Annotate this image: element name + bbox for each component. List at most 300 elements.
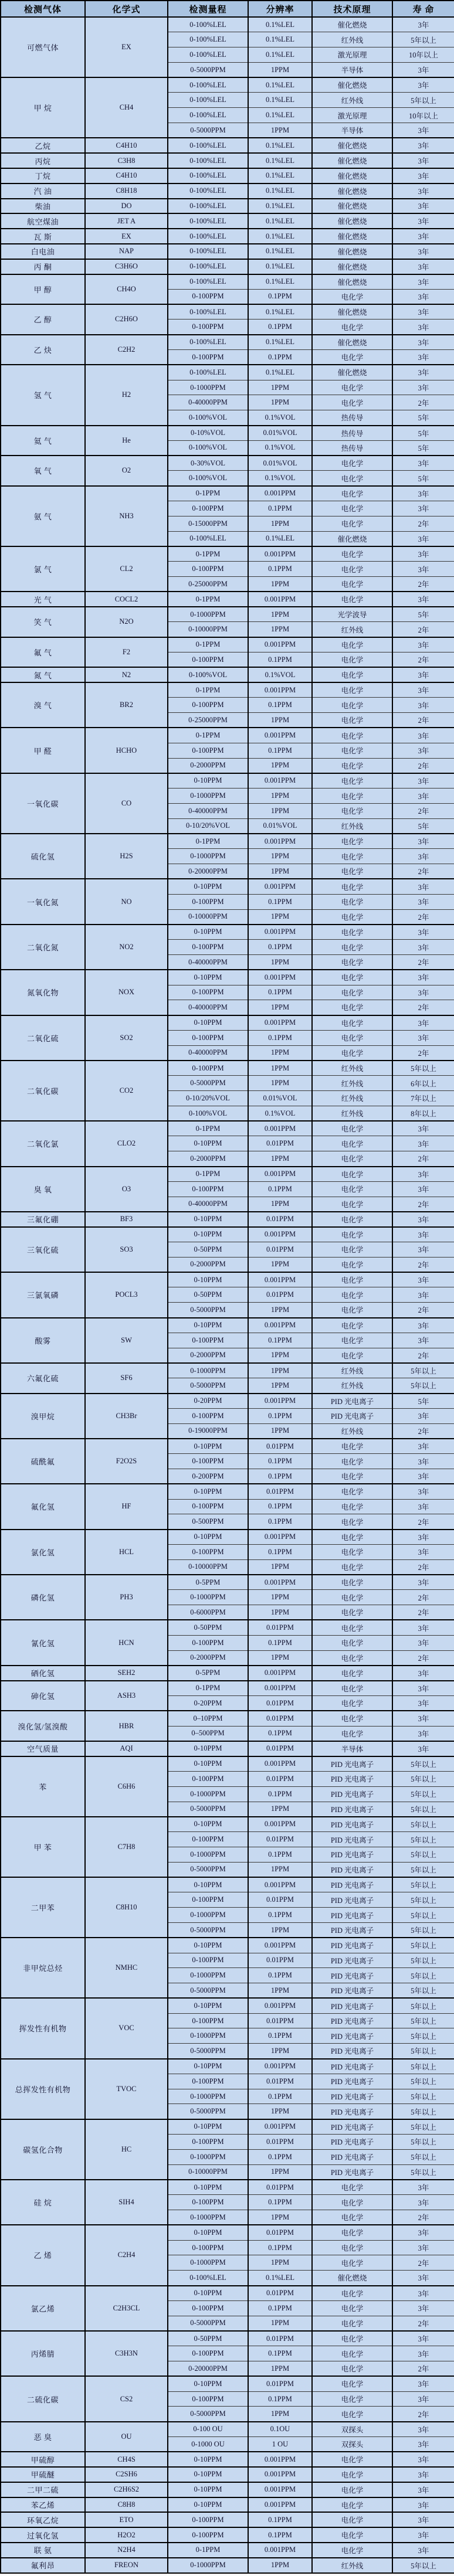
range-cell: 0-100PPM <box>168 501 248 516</box>
principle-cell: 红外线 <box>312 93 392 108</box>
resolution-cell: 1PPM <box>248 1197 312 1212</box>
resolution-cell: 0.01PPM <box>248 1695 312 1711</box>
formula-cell: C4H10 <box>85 138 168 153</box>
resolution-cell: 1PPM <box>248 803 312 818</box>
resolution-cell: 1PPM <box>248 2104 312 2119</box>
lifespan-cell: 3年 <box>392 2482 454 2497</box>
principle-cell: PID 光电离子 <box>312 2013 392 2028</box>
gas-name-cell: 氯 气 <box>1 546 85 592</box>
resolution-cell: 1PPM <box>248 1045 312 1061</box>
gas-name-cell: 苯 <box>1 1756 85 1817</box>
lifespan-cell: 3年 <box>392 562 454 577</box>
lifespan-cell: 3年 <box>392 1544 454 1559</box>
principle-cell: 电化学 <box>312 1695 392 1711</box>
range-cell: 0-10PPM <box>168 879 248 894</box>
gas-name-cell: 三氧化硫 <box>1 1227 85 1272</box>
range-cell: 0-5000PPM <box>168 2044 248 2059</box>
lifespan-cell: 3年 <box>392 1227 454 1242</box>
principle-cell: 电化学 <box>312 1666 392 1681</box>
lifespan-cell: 2年 <box>392 1045 454 1061</box>
range-cell: 0-1000 OU <box>168 2437 248 2452</box>
range-cell: 0-100%VOL <box>168 410 248 426</box>
lifespan-cell: 3年 <box>392 183 454 199</box>
principle-cell: 双探头 <box>312 2422 392 2437</box>
resolution-cell: 0.1PPM <box>248 2527 312 2543</box>
principle-cell: 电化学 <box>312 1530 392 1545</box>
lifespan-cell: 2年 <box>392 2361 454 2377</box>
range-cell: 0-100PPM <box>168 2135 248 2150</box>
lifespan-cell: 3年 <box>392 123 454 138</box>
range-cell: 0-1000PPM <box>168 1363 248 1378</box>
principle-cell: 电化学 <box>312 1514 392 1530</box>
principle-cell: 红外线 <box>312 1363 392 1378</box>
resolution-cell: 0.1OU <box>248 2422 312 2437</box>
table-row <box>1 1167 454 1182</box>
lifespan-cell: 5年以上 <box>392 2059 454 2074</box>
range-cell: 0-5000PPM <box>168 1802 248 1817</box>
table-row <box>1 1394 454 1409</box>
resolution-cell: 0.001PPM <box>248 637 312 653</box>
resolution-cell: 0.01PPM <box>248 1832 312 1847</box>
range-cell: 0-10PPM <box>168 1756 248 1772</box>
resolution-cell: 0.1PPM <box>248 2391 312 2407</box>
principle-cell: 催化燃烧 <box>312 259 392 274</box>
resolution-cell: 0.1PPM <box>248 2149 312 2164</box>
column-header-principle: 技术原理 <box>312 1 392 17</box>
resolution-cell: 1PPM <box>248 1378 312 1394</box>
range-cell: 0-40000PPM <box>168 1197 248 1212</box>
lifespan-cell: 3年 <box>392 289 454 304</box>
resolution-cell: 0.1%LEL <box>248 199 312 214</box>
lifespan-cell: 2年 <box>392 758 454 773</box>
resolution-cell: 0.1PPM <box>248 2089 312 2104</box>
resolution-cell: 0.001PPM <box>248 970 312 985</box>
gas-name-cell: 空气质量 <box>1 1741 85 1756</box>
formula-cell: N2O <box>85 607 168 637</box>
range-cell: 0-40000PPM <box>168 1000 248 1015</box>
principle-cell: 电化学 <box>312 1272 392 1287</box>
range-cell: 0–500PPM <box>168 1726 248 1741</box>
range-cell: 0-1PPM <box>168 1681 248 1696</box>
table-row <box>1 1741 454 1756</box>
principle-cell: 电化学 <box>312 925 392 940</box>
lifespan-cell: 5年以上 <box>392 1061 454 1076</box>
table-row <box>1 2482 454 2497</box>
table-row <box>1 259 454 274</box>
table-row <box>1 1711 454 1726</box>
range-cell: 0-5000PPM <box>168 1378 248 1394</box>
resolution-cell: 1PPM <box>248 1650 312 1666</box>
resolution-cell: 0.01PPM <box>248 1953 312 1968</box>
gas-name-cell: 环氧乙烷 <box>1 2512 85 2527</box>
formula-cell: EX <box>85 229 168 244</box>
principle-cell: 电化学 <box>312 803 392 818</box>
principle-cell: 电化学 <box>312 1650 392 1666</box>
range-cell: 0-19000PPM <box>168 1423 248 1439</box>
resolution-cell: 1PPM <box>248 2210 312 2225</box>
range-cell: 0-100%LEL <box>168 77 248 93</box>
principle-cell: 激光原理 <box>312 47 392 63</box>
lifespan-cell: 5年以上 <box>392 93 454 108</box>
range-cell: 0-6000PPM <box>168 1605 248 1620</box>
principle-cell: 电化学 <box>312 1499 392 1514</box>
resolution-cell: 0.1PPM <box>248 652 312 667</box>
resolution-cell: 0.1%VOL <box>248 440 312 456</box>
resolution-cell: 0.1PPM <box>248 1408 312 1423</box>
resolution-cell: 0.1PPM <box>248 1333 312 1348</box>
range-cell: 0-100PPM <box>168 1635 248 1650</box>
table-row <box>1 17 454 32</box>
formula-cell: SIH4 <box>85 2180 168 2225</box>
lifespan-cell: 3年 <box>392 77 454 93</box>
resolution-cell: 1 OU <box>248 2437 312 2452</box>
resolution-cell: 0.1PPM <box>248 1847 312 1862</box>
range-cell: 0-100PPM <box>168 1061 248 1076</box>
table-row <box>1 213 454 229</box>
resolution-cell: 0.1%LEL <box>248 213 312 229</box>
lifespan-cell: 5年 <box>392 818 454 834</box>
gas-name-cell: 硅 烷 <box>1 2180 85 2225</box>
range-cell: 0-10PPM <box>168 2376 248 2391</box>
principle-cell: 半导体 <box>312 62 392 77</box>
table-row <box>1 229 454 244</box>
range-cell: 0-10%VOL <box>168 426 248 441</box>
resolution-cell: 0.01%VOL <box>248 818 312 834</box>
formula-cell: HCN <box>85 1620 168 1665</box>
resolution-cell: 1PPM <box>248 1802 312 1817</box>
resolution-cell: 0.1%LEL <box>248 531 312 546</box>
lifespan-cell: 5年以上 <box>392 2044 454 2059</box>
table-row <box>1 1530 454 1545</box>
principle-cell: 电化学 <box>312 1303 392 1318</box>
resolution-cell: 1PPM <box>248 1000 312 1015</box>
lifespan-cell: 3年 <box>392 153 454 168</box>
principle-cell: 电化学 <box>312 1559 392 1575</box>
range-cell: 0-100PPM <box>168 1544 248 1559</box>
principle-cell: 电化学 <box>312 2210 392 2225</box>
resolution-cell: 1PPM <box>248 758 312 773</box>
principle-cell: 催化燃烧 <box>312 335 392 350</box>
range-cell: 0-10000PPM <box>168 1559 248 1575</box>
resolution-cell: 0.01%VOL <box>248 426 312 441</box>
principle-cell: 电化学 <box>312 1167 392 1182</box>
range-cell: 0-5PPM <box>168 1575 248 1590</box>
range-cell: 0-10PPM <box>168 2286 248 2301</box>
range-cell: 0-100PPM <box>168 2512 248 2527</box>
gas-name-cell: 臭 氧 <box>1 1167 85 1212</box>
range-cell: 0-100%LEL <box>168 168 248 183</box>
resolution-cell: 0.01PPM <box>248 2376 312 2391</box>
gas-name-cell: 乙 炔 <box>1 335 85 365</box>
resolution-cell: 0.001PPM <box>248 2119 312 2135</box>
formula-cell: C2H6O <box>85 304 168 335</box>
resolution-cell: 1PPM <box>248 1605 312 1620</box>
resolution-cell: 0.001PPM <box>248 773 312 789</box>
formula-cell: COCL2 <box>85 592 168 607</box>
resolution-cell: 0.001PPM <box>248 1756 312 1772</box>
resolution-cell: 0.01PPM <box>248 1620 312 1635</box>
principle-cell: 半导体 <box>312 123 392 138</box>
lifespan-cell: 2年 <box>392 1000 454 1015</box>
table-row <box>1 1121 454 1136</box>
range-cell: 0-100PPM <box>168 1333 248 1348</box>
resolution-cell: 1PPM <box>248 1257 312 1272</box>
resolution-cell: 0.1%LEL <box>248 47 312 63</box>
principle-cell: 电化学 <box>312 380 392 395</box>
resolution-cell: 0.01PPM <box>248 2135 312 2150</box>
range-cell: 0-100%LEL <box>168 274 248 290</box>
gas-name-cell: 苯乙烯 <box>1 2497 85 2513</box>
formula-cell: FREON <box>85 2558 168 2573</box>
lifespan-cell: 3年 <box>392 2497 454 2513</box>
range-cell: 0-10PPM <box>168 1439 248 1454</box>
principle-cell: 电化学 <box>312 1242 392 1258</box>
lifespan-cell: 3年 <box>392 138 454 153</box>
resolution-cell: 0.001PPM <box>248 592 312 607</box>
gas-name-cell: 丙 酮 <box>1 259 85 274</box>
lifespan-cell: 3年 <box>392 380 454 395</box>
range-cell: 0-40000PPM <box>168 1045 248 1061</box>
range-cell: 0-20PPM <box>168 1394 248 1409</box>
principle-cell: 电化学 <box>312 2527 392 2543</box>
range-cell: 0-10PPM <box>168 1212 248 1227</box>
lifespan-cell: 2年 <box>392 1514 454 1530</box>
principle-cell: 热传导 <box>312 426 392 441</box>
range-cell: 0-10/20%VOL <box>168 1091 248 1106</box>
resolution-cell: 1PPM <box>248 2407 312 2422</box>
principle-cell: 红外线 <box>312 1076 392 1091</box>
formula-cell: C2H3CL <box>85 2286 168 2331</box>
principle-cell: 光学波导 <box>312 607 392 622</box>
range-cell: 0-100%VOL <box>168 440 248 456</box>
spec-table-body <box>1 17 454 2573</box>
resolution-cell: 0.01PPM <box>248 2074 312 2089</box>
range-cell: 0-40000PPM <box>168 803 248 818</box>
principle-cell: 电化学 <box>312 954 392 970</box>
principle-cell: PID 光电离子 <box>312 1756 392 1772</box>
range-cell: 0-100%LEL <box>168 47 248 63</box>
principle-cell: 双探头 <box>312 2437 392 2452</box>
resolution-cell: 0.1PPM <box>248 2346 312 2361</box>
resolution-cell: 0.001PPM <box>248 2497 312 2513</box>
formula-cell: F2O2S <box>85 1439 168 1484</box>
range-cell: 0-100PPM <box>168 2074 248 2089</box>
principle-cell: 半导体 <box>312 1741 392 1756</box>
principle-cell: 电化学 <box>312 2300 392 2316</box>
range-cell: 0-10PPM <box>168 2119 248 2135</box>
lifespan-cell: 3年 <box>392 486 454 501</box>
formula-cell: SEH2 <box>85 1666 168 1681</box>
range-cell: 0-2000PPM <box>168 1650 248 1666</box>
range-cell: 0-100PPM <box>168 1454 248 1469</box>
resolution-cell: 0.1PPM <box>248 985 312 1000</box>
lifespan-cell: 5年以上 <box>392 1938 454 1953</box>
principle-cell: 电化学 <box>312 2331 392 2346</box>
principle-cell: 催化燃烧 <box>312 365 392 380</box>
principle-cell: PID 光电离子 <box>312 2164 392 2180</box>
resolution-cell: 0.1PPM <box>248 1469 312 1484</box>
range-cell: 0-10PPM <box>168 1530 248 1545</box>
range-cell: 0-100%LEL <box>168 365 248 380</box>
range-cell: 0-100PPM <box>168 2195 248 2210</box>
table-row <box>1 1061 454 1076</box>
lifespan-cell: 3年 <box>392 2376 454 2391</box>
formula-cell: HF <box>85 1484 168 1529</box>
gas-name-cell: 氮氧化物 <box>1 970 85 1015</box>
range-cell: 0-100%VOL <box>168 667 248 682</box>
range-cell: 0-5000PPM <box>168 62 248 77</box>
gas-name-cell: 联 氨 <box>1 2543 85 2558</box>
formula-cell: C6H6 <box>85 1756 168 1817</box>
table-row <box>1 2422 454 2437</box>
table-row <box>1 2376 454 2391</box>
lifespan-cell: 3年 <box>392 1741 454 1756</box>
principle-cell: 电化学 <box>312 1575 392 1590</box>
formula-cell: CLO2 <box>85 1121 168 1166</box>
table-row <box>1 2452 454 2467</box>
range-cell: 0-1000PPM <box>168 2558 248 2573</box>
principle-cell: 电化学 <box>312 395 392 410</box>
lifespan-cell: 2年 <box>392 1197 454 1212</box>
column-header-lifespan: 寿 命 <box>392 1 454 17</box>
principle-cell: 电化学 <box>312 2376 392 2391</box>
principle-cell: 电化学 <box>312 562 392 577</box>
lifespan-cell: 3年 <box>392 2452 454 2467</box>
gas-name-cell: 三氯氧磷 <box>1 1272 85 1317</box>
principle-cell: PID 光电离子 <box>312 1786 392 1802</box>
gas-name-cell: 非甲烷总烃 <box>1 1938 85 1998</box>
resolution-cell: 0.1PPM <box>248 743 312 758</box>
principle-cell: PID 光电离子 <box>312 1847 392 1862</box>
gas-name-cell: 溴 气 <box>1 682 85 728</box>
resolution-cell: 0.1%LEL <box>248 244 312 259</box>
principle-cell: PID 光电离子 <box>312 1953 392 1968</box>
range-cell: 0-100%LEL <box>168 183 248 199</box>
principle-cell: 催化燃烧 <box>312 168 392 183</box>
lifespan-cell: 2年 <box>392 1559 454 1575</box>
resolution-cell: 0.001PPM <box>248 2482 312 2497</box>
table-row <box>1 1666 454 1681</box>
principle-cell: 电化学 <box>312 1015 392 1031</box>
lifespan-cell: 3年 <box>392 728 454 743</box>
resolution-cell: 0.01PPM <box>248 1212 312 1227</box>
principle-cell: 电化学 <box>312 1439 392 1454</box>
gas-name-cell: 二甲二硫 <box>1 2482 85 2497</box>
lifespan-cell: 3年 <box>392 1530 454 1545</box>
range-cell: 0-1000PPM <box>168 1847 248 1862</box>
range-cell: 0-100PPM <box>168 2300 248 2316</box>
table-row <box>1 1817 454 1832</box>
principle-cell: 电化学 <box>312 2467 392 2482</box>
lifespan-cell: 5年以上 <box>392 1908 454 1923</box>
resolution-cell: 1PPM <box>248 864 312 879</box>
lifespan-cell: 3年 <box>392 2512 454 2527</box>
formula-cell: C8H18 <box>85 183 168 199</box>
range-cell: 0-100%LEL <box>168 17 248 32</box>
formula-cell: H2S <box>85 834 168 879</box>
principle-cell: 红外线 <box>312 1091 392 1106</box>
lifespan-cell: 3年 <box>392 1242 454 1258</box>
table-row <box>1 2497 454 2513</box>
range-cell: 0-100%VOL <box>168 471 248 486</box>
range-cell: 0-10PPM <box>168 1938 248 1953</box>
lifespan-cell: 5年以上 <box>392 2089 454 2104</box>
lifespan-cell: 3年 <box>392 1318 454 1333</box>
resolution-cell: 0.01PPM <box>248 1771 312 1786</box>
range-cell: 0-100PPM <box>168 350 248 365</box>
range-cell: 0-5000PPM <box>168 2407 248 2422</box>
lifespan-cell: 3年 <box>392 1287 454 1303</box>
table-row <box>1 335 454 350</box>
gas-name-cell: 乙 醇 <box>1 304 85 335</box>
range-cell: 0-100PPM <box>168 1181 248 1197</box>
resolution-cell: 1PPM <box>248 909 312 925</box>
table-row <box>1 199 454 214</box>
resolution-cell: 1PPM <box>248 1363 312 1378</box>
range-cell: 0-5000PPM <box>168 1922 248 1938</box>
principle-cell: 红外线 <box>312 622 392 637</box>
lifespan-cell: 3年 <box>392 1484 454 1499</box>
lifespan-cell: 5年以上 <box>392 1877 454 1892</box>
resolution-cell: 0.001PPM <box>248 1318 312 1333</box>
principle-cell: 电化学 <box>312 1287 392 1303</box>
lifespan-cell: 3年 <box>392 1575 454 1590</box>
range-cell: 0-5000PPM <box>168 1862 248 1877</box>
principle-cell: 电化学 <box>312 2255 392 2271</box>
range-cell: 0-10PPM <box>168 925 248 940</box>
resolution-cell: 0.001PPM <box>248 2467 312 2482</box>
lifespan-cell: 3年 <box>392 2391 454 2407</box>
lifespan-cell: 3年 <box>392 2437 454 2452</box>
lifespan-cell: 3年 <box>392 168 454 183</box>
resolution-cell: 0.1%LEL <box>248 304 312 320</box>
principle-cell: 电化学 <box>312 758 392 773</box>
lifespan-cell: 3年 <box>392 304 454 320</box>
range-cell: 0-100PPM <box>168 940 248 955</box>
gas-name-cell: 氧 气 <box>1 456 85 486</box>
lifespan-cell: 3年 <box>392 743 454 758</box>
principle-cell: 电化学 <box>312 773 392 789</box>
lifespan-cell: 3年 <box>392 199 454 214</box>
lifespan-cell: 5年以上 <box>392 1892 454 1908</box>
resolution-cell: 0.001PPM <box>248 1681 312 1696</box>
range-cell: 0-10PPM <box>168 1817 248 1832</box>
lifespan-cell: 5年 <box>392 607 454 622</box>
resolution-cell: 0.01PPM <box>248 2286 312 2301</box>
resolution-cell: 1PPM <box>248 1076 312 1091</box>
range-cell: 0-100PPM <box>168 2391 248 2407</box>
formula-cell: NO2 <box>85 925 168 970</box>
formula-cell: CH3Br <box>85 1394 168 1439</box>
gas-name-cell: 汽 油 <box>1 183 85 199</box>
lifespan-cell: 3年 <box>392 1454 454 1469</box>
range-cell: 0-15000PPM <box>168 516 248 531</box>
table-row <box>1 1620 454 1635</box>
resolution-cell: 0.1PPM <box>248 2300 312 2316</box>
lifespan-cell: 5年以上 <box>392 2558 454 2573</box>
lifespan-cell: 5年以上 <box>392 1922 454 1938</box>
gas-name-cell: 光 气 <box>1 592 85 607</box>
range-cell: 0-1000PPM <box>168 2028 248 2044</box>
range-cell: 0-1PPM <box>168 682 248 698</box>
resolution-cell: 0.1%LEL <box>248 108 312 123</box>
range-cell: 0-1000PPM <box>168 2149 248 2164</box>
range-cell: 0-1PPM <box>168 546 248 562</box>
table-row <box>1 2059 454 2074</box>
range-cell: 0-100PPM <box>168 1832 248 1847</box>
range-cell: 0-100PPM <box>168 320 248 335</box>
resolution-cell: 1PPM <box>248 1303 312 1318</box>
